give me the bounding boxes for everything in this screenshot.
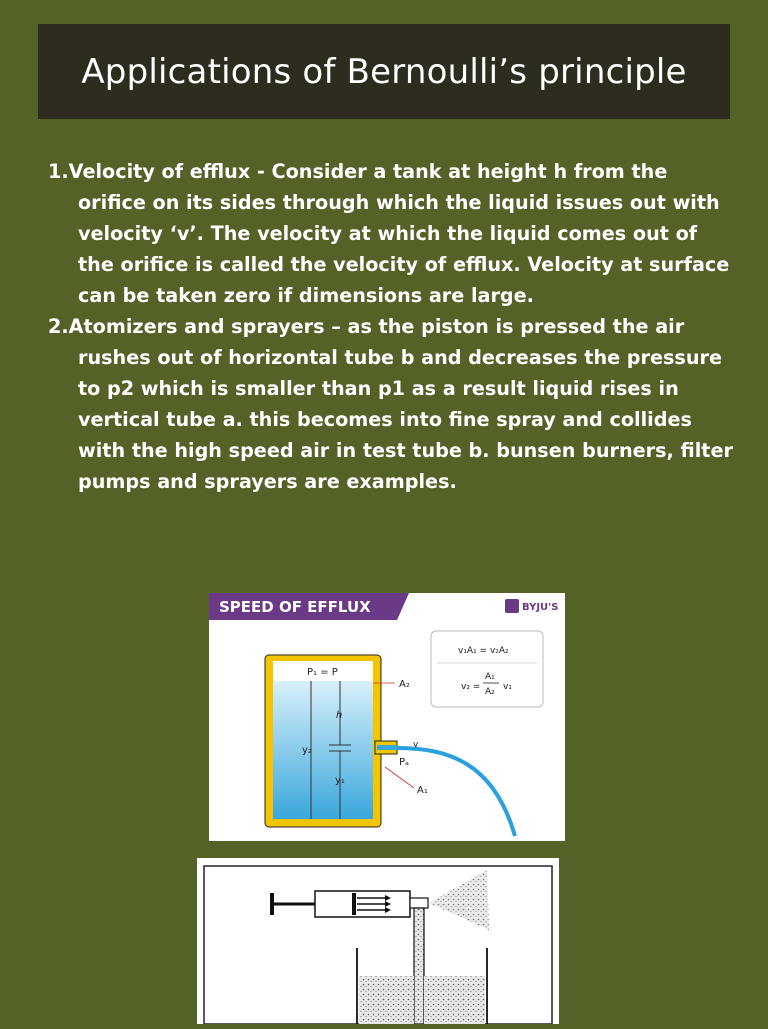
piston-head — [352, 893, 356, 915]
y2-label: y₂ — [302, 745, 312, 756]
piston-handle-icon — [270, 893, 274, 915]
a1-label: A₁ — [417, 785, 428, 796]
h-label: h — [336, 710, 343, 721]
v-label: v — [413, 740, 419, 750]
bullet-velocity-of-efflux: 1.Velocity of efflux - Consider a tank at height h from the orifice on its sides through which the liquid issues out with velocity ‘v’. The velocity at which the liquid comes out of the orifice is called the velocity of efflux. Velocity at surface can be taken zero if dimensions are large. — [48, 160, 730, 307]
bullet-atomizers-sprayers: 2.Atomizers and sprayers – as the piston is pressed the air rushes out of horizontal tube b and decreases the pressure to p2 which is smaller than p1 as a result liquid rises in vertical tube a. this becomes into fine spray and collides with the high speed air in test tube b. bunsen burners, filter pumps and sprayers are examples. — [48, 315, 733, 493]
a2-label: A₂ — [399, 679, 410, 690]
continuity-equation: v₁A₁ = v₂A₂ — [458, 646, 509, 656]
banner-text: SPEED OF EFFLUX — [219, 598, 371, 616]
fraction-denominator: A₂ — [485, 687, 495, 697]
pressure-label: P₁ = P — [307, 667, 338, 678]
speed-of-efflux-figure — [209, 593, 565, 841]
v1-term: v₁ — [503, 682, 512, 692]
atomizer-figure — [197, 858, 559, 1024]
title-bar — [38, 24, 730, 119]
v2-lhs: v₂ = — [461, 682, 481, 692]
slide-title: Applications of Bernoulli’s principle — [81, 51, 687, 92]
a1-leader — [385, 767, 414, 788]
brand-text: BYJU'S — [522, 602, 559, 613]
orifice-channel — [377, 745, 397, 750]
spray-cloud — [429, 870, 489, 930]
brand-logo-icon — [505, 599, 519, 613]
y1-label: y₁ — [335, 775, 345, 786]
liquid-right — [424, 976, 485, 1024]
tank-water — [273, 681, 373, 819]
slide-body — [48, 156, 738, 497]
efflux-diagram — [209, 593, 565, 841]
pa-label: Pₐ — [399, 757, 409, 768]
fraction-numerator: A₁ — [485, 672, 495, 682]
atomizer-diagram — [197, 858, 559, 1024]
vertical-tube — [414, 908, 424, 1024]
nozzle-tube — [410, 898, 428, 908]
water-jet — [397, 748, 515, 836]
liquid-left — [359, 976, 414, 1024]
